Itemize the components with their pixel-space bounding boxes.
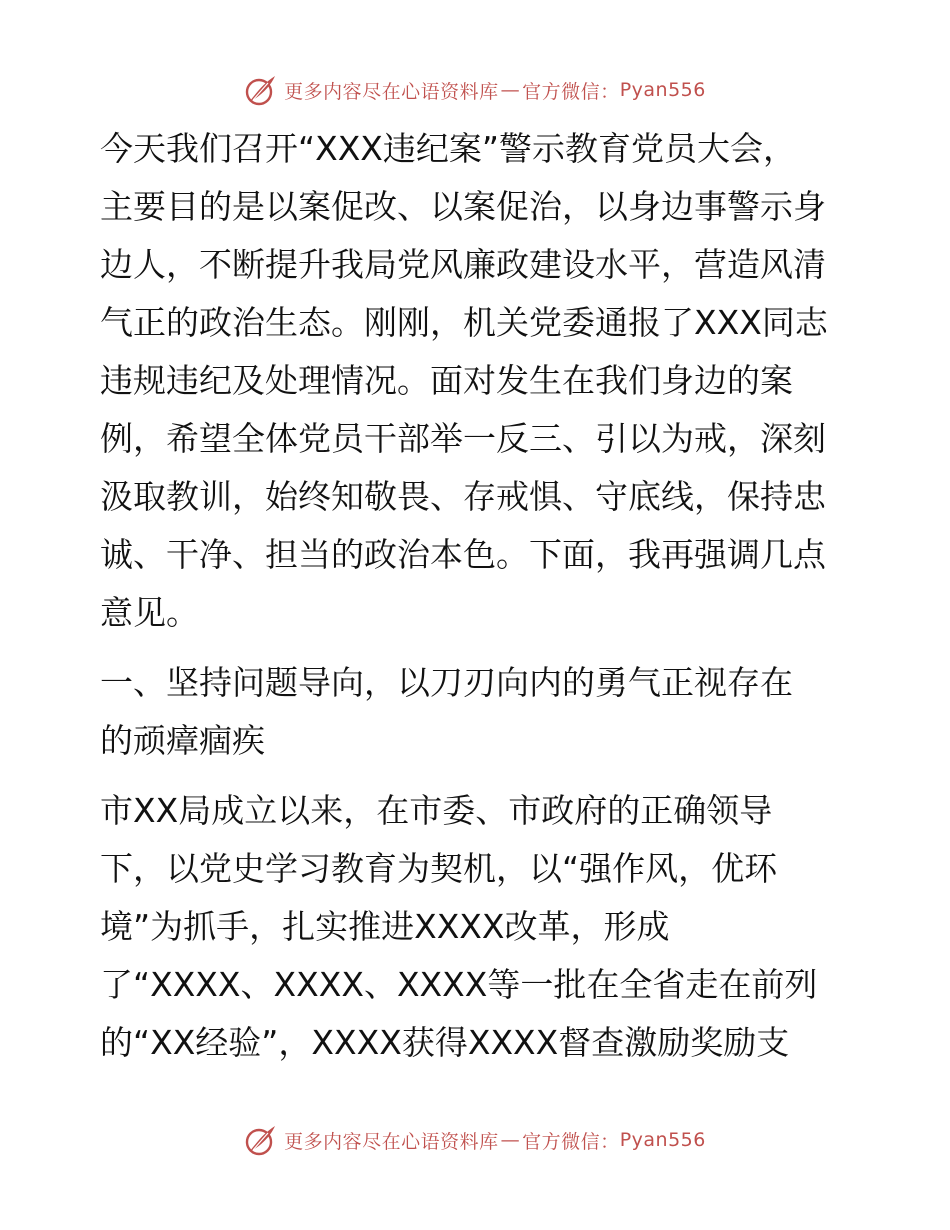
footer-watermark (0, 1120, 950, 1160)
watermark-label: 官方微信： (522, 1130, 620, 1153)
watermark-account: Pyan556 (619, 79, 706, 101)
text-line: 今天我们召开“XXX违纪案”警示教育党员大会， (100, 129, 797, 168)
text-line: 下，以党史学习教育为契机，以“强作风，优环 (100, 849, 778, 888)
heading-line: 的顽瘴痼疾 (100, 721, 265, 760)
section-heading (100, 654, 860, 770)
watermark-separator: — (500, 79, 521, 101)
heading-line: 一、坚持问题导向，以刀刃向内的勇气正视存在 (100, 663, 793, 702)
text-line: 诚、干净、担当的政治本色。下面，我再强调几点 (100, 535, 826, 574)
text-line: 气正的政治生态。刚刚，机关党委通报了XXX同志 (100, 303, 828, 342)
document-body (100, 120, 860, 1072)
text-line: 边人，不断提升我局党风廉政建设水平，营造风清 (100, 245, 826, 284)
text-line: 汲取教训，始终知敬畏、存戒惧、守底线，保持忠 (100, 477, 826, 516)
text-line: 违规违纪及处理情况。面对发生在我们身边的案 (100, 361, 793, 400)
watermark-label: 官方微信： (522, 80, 620, 103)
text-line: 的“XX经验”，XXXX获得XXXX督查激励奖励支 (100, 1023, 790, 1062)
text-line: 主要目的是以案促改、以案促治，以身边事警示身 (100, 187, 826, 226)
feather-pen-logo-icon (244, 73, 278, 107)
feather-pen-logo-icon (244, 1123, 278, 1157)
paragraph-intro (100, 120, 860, 642)
text-line: 境”为抓手，扎实推进XXXX改革，形成 (100, 907, 670, 946)
paragraph-section-1 (100, 782, 860, 1072)
header-watermark (0, 70, 950, 110)
text-line: 例，希望全体党员干部举一反三、引以为戒，深刻 (100, 419, 826, 458)
watermark-account: Pyan556 (619, 1129, 706, 1151)
watermark-site-text: 更多内容尽在心语资料库 (284, 80, 499, 103)
text-line: 意见。 (100, 593, 199, 632)
watermark-site-text: 更多内容尽在心语资料库 (284, 1130, 499, 1153)
watermark-separator: — (500, 1129, 521, 1151)
text-line: 市XX局成立以来，在市委、市政府的正确领导 (100, 791, 773, 830)
text-line: 了“XXXX、XXXX、XXXX等一批在全省走在前列 (100, 965, 818, 1004)
